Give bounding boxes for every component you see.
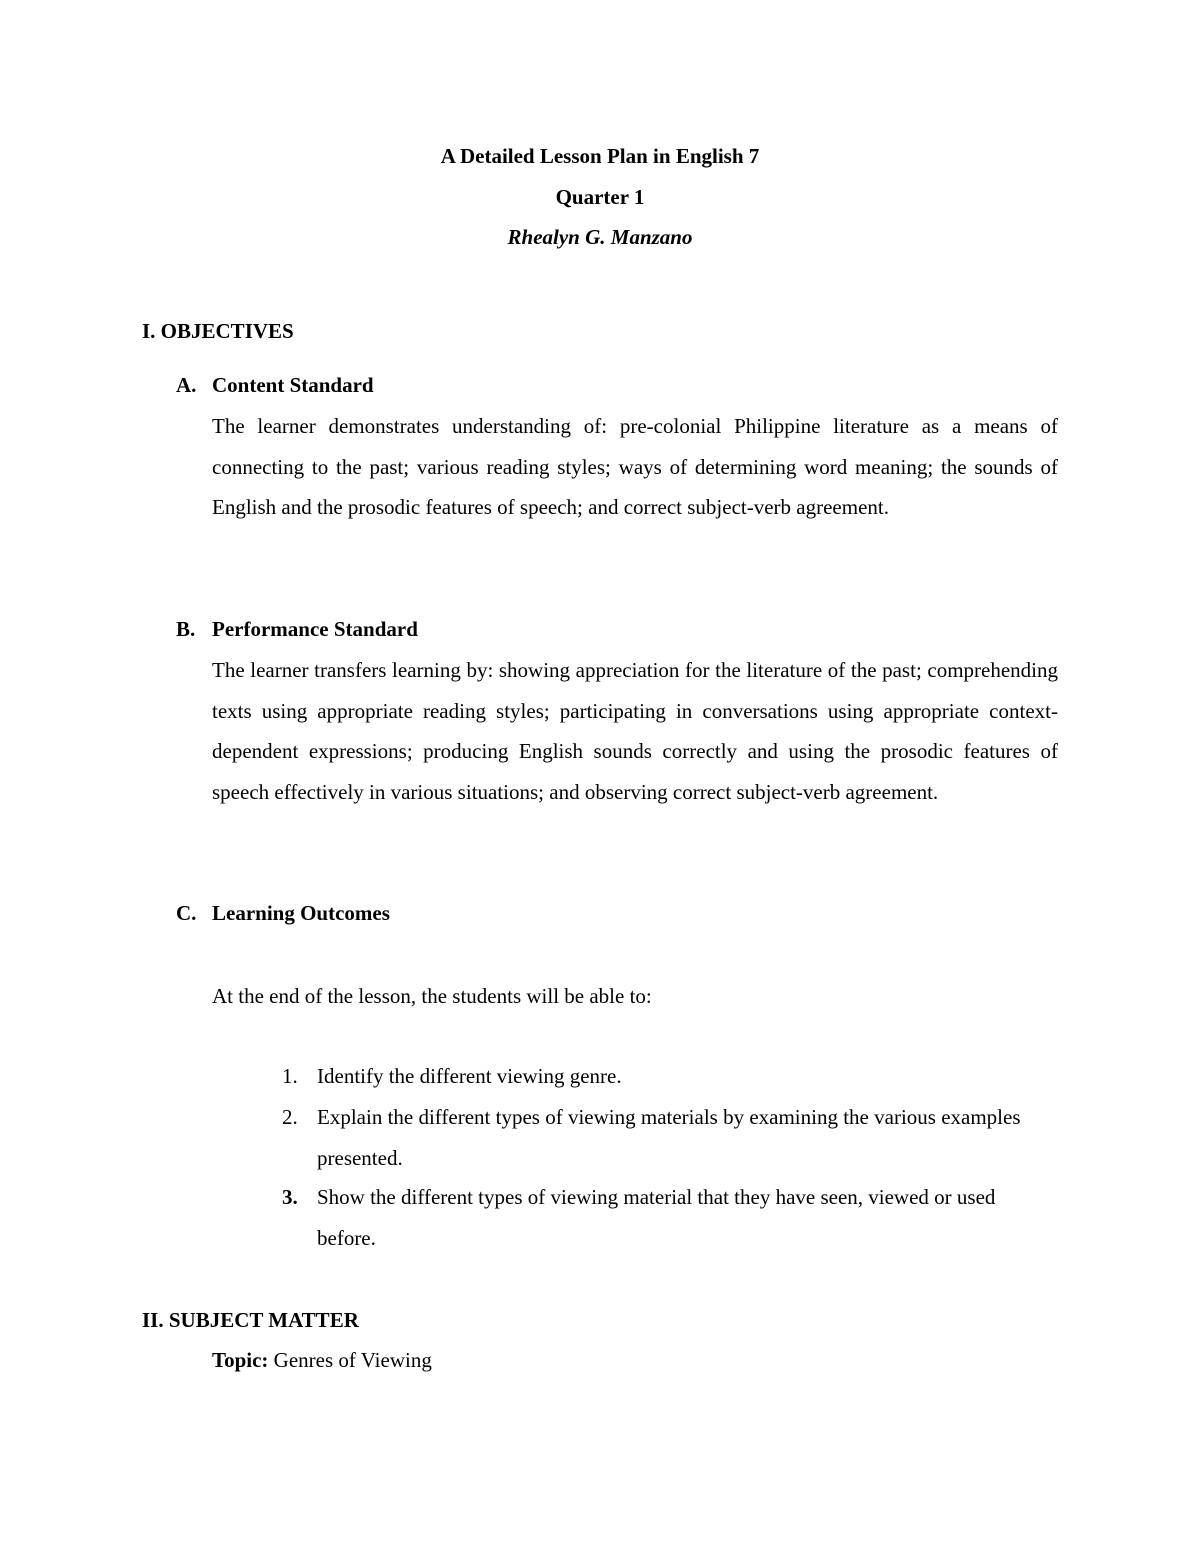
learning-outcomes-heading: Learning Outcomes [212,901,390,925]
author-name: Rhealyn G. Manzano [507,225,693,249]
document-title: A Detailed Lesson Plan in English 7 [440,144,760,168]
section-subject-matter-heading: II. SUBJECT MATTER [142,1308,359,1332]
performance-standard-letter: B. [176,617,196,641]
topic-value: Genres of Viewing [268,1348,432,1372]
topic-line [212,1348,432,1373]
outcome-text: Explain the different types of viewing materials by examining the various examples presented. [317,1105,1021,1170]
topic-label: Topic: [212,1348,269,1372]
outcome-text: Identify the different viewing genre. [317,1064,622,1088]
learning-outcomes-letter: C. [176,901,197,925]
outcome-number: 2. [282,1105,298,1129]
section-objectives-heading: I. OBJECTIVES [142,319,294,343]
content-standard-text: The learner demonstrates understanding of: pre-colonial Philippine literature as a means of connecting to the past; various reading styles; ways of determining word meaning; the sounds of English and the prosodic features of speech; and correct subject-verb agreement. [212,414,1058,520]
performance-standard-text: The learner transfers learning by: showing appreciation for the literature of the past; comprehending texts using appropriate reading styles; participating in conversations using appropriate context-dependent expressions; producing English sounds correctly and using the prosodic features of speech effectively in various situations; and observing correct subject-verb agreement. [212,658,1058,805]
outcome-text: Show the different types of viewing material that they have seen, viewed or used before. [317,1185,996,1250]
quarter-label: Quarter 1 [555,185,645,209]
content-standard-letter: A. [176,373,197,397]
content-standard-heading: Content Standard [212,373,374,397]
learning-outcomes-intro: At the end of the lesson, the students will be able to: [212,984,652,1008]
performance-standard-heading: Performance Standard [212,617,418,641]
outcome-number: 3. [282,1185,298,1209]
outcome-number: 1. [282,1064,298,1088]
